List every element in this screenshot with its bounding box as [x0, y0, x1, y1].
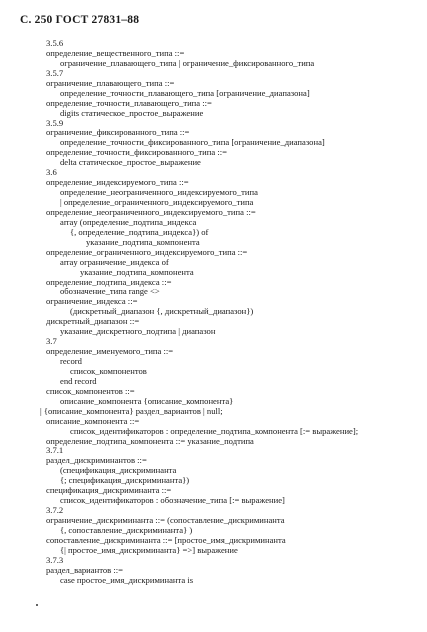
- text-line: 3.7.1: [46, 446, 64, 456]
- text-line: (дискретный_диапазон {, дискретный_диапазон}): [70, 307, 254, 317]
- text-line: дискретный_диапазон ::=: [46, 317, 140, 327]
- text-line: ограничение_фиксированного_типа ::=: [46, 128, 190, 138]
- text-line: определение_точности_фиксированного_типа ::=: [46, 148, 227, 158]
- text-line: array (определение_подтипа_индекса: [60, 217, 197, 227]
- text-line: end record: [60, 376, 97, 386]
- document-body: [40, 39, 418, 586]
- text-line: раздел_дискриминантов ::=: [46, 456, 147, 466]
- text-line: определение_вещественного_типа ::=: [46, 48, 185, 58]
- text-line: определение_точности_плавающего_типа [ограничение_диапазона]: [60, 88, 310, 98]
- text-line: | {описание_компонента} раздел_вариантов | null;: [40, 406, 223, 416]
- text-line: ограничение_плавающего_типа | ограничение_фиксированного_типа: [60, 58, 315, 68]
- text-line: ограничение_дискриминанта ::= (сопоставление_дискриминанта: [46, 516, 285, 525]
- text-line: определение_именуемого_типа ::=: [46, 347, 174, 357]
- text-line: {; спецификация_дискриминанта}): [60, 476, 190, 486]
- text-line: определение_точности_фиксированного_типа [ограничение_диапазона]: [60, 138, 325, 148]
- text-line: обозначение_типа range <>: [60, 287, 160, 297]
- text-line: array ограничение_индекса of: [60, 257, 169, 267]
- text-line: 3.5.6: [46, 39, 64, 48]
- text-line: определение_ограниченного_индексируемого_типа ::=: [46, 247, 248, 257]
- text-line: указание_подтипа_компонента: [80, 267, 194, 277]
- page-header: С. 250 ГОСТ 27831–88: [20, 14, 140, 26]
- text-line: ограничение_плавающего_типа ::=: [46, 78, 175, 88]
- text-line: case простое_имя_дискриминанта is: [60, 575, 194, 585]
- text-line: ограничение_индекса ::=: [46, 297, 138, 307]
- text-line: | определение_ограниченного_индексируемого_типа: [60, 198, 254, 207]
- text-line: (спецификация_дискриминанта: [60, 466, 177, 476]
- text-line: список_компонентов: [70, 366, 147, 376]
- text-line: {, определение_подтипа_индекса}) of: [70, 227, 209, 237]
- text-line: спецификация_дискриминанта ::=: [46, 486, 172, 496]
- text-line: {| простое_имя_дискриминанта} =>] выражение: [60, 545, 238, 555]
- text-line: {, сопоставление_дискриминанта} ): [60, 525, 193, 535]
- text-line: указание_подтипа_компонента: [86, 237, 200, 247]
- text-line: 3.7: [46, 337, 57, 347]
- stray-dot: [36, 604, 38, 606]
- text-line: сопоставление_дискриминанта ::= [простое_имя_дискриминанта: [46, 535, 286, 545]
- text-line: digits статическое_простое_выражение: [60, 108, 204, 118]
- text-line: определение_подтипа_индекса ::=: [46, 277, 172, 287]
- text-line: record: [60, 357, 82, 366]
- text-line: 3.7.2: [46, 506, 64, 516]
- text-line: описание_компонента {описание_компонента}: [60, 396, 234, 406]
- text-line: раздел_вариантов ::=: [46, 565, 123, 575]
- text-line: delta статическое_простое_выражение: [60, 158, 201, 168]
- text-line: определение_подтипа_компонента ::= указание_подтипа: [46, 436, 254, 446]
- text-line: 3.5.9: [46, 118, 64, 128]
- text-line: 3.7.3: [46, 555, 64, 565]
- text-line: 3.5.7: [46, 68, 64, 78]
- text-line: определение_точности_плавающего_типа ::=: [46, 98, 212, 108]
- text-line: определение_неограниченного_индексируемого_типа: [60, 188, 258, 198]
- text-line: список_идентификаторов : обозначение_типа [:= выражение]: [60, 496, 285, 506]
- text-line: определение_индексируемого_типа ::=: [46, 178, 189, 188]
- text-line: список_идентификаторов : определение_подтипа_компонента [:= выражение];: [70, 426, 359, 436]
- text-line: 3.6: [46, 168, 57, 178]
- text-line: определение_неограниченного_индексируемого_типа ::=: [46, 207, 256, 217]
- text-line: указание_дискретного_подтипа | диапазон: [60, 327, 216, 337]
- text-line: список_компонентов ::=: [46, 386, 135, 396]
- text-line: описание_компонента ::=: [46, 416, 140, 426]
